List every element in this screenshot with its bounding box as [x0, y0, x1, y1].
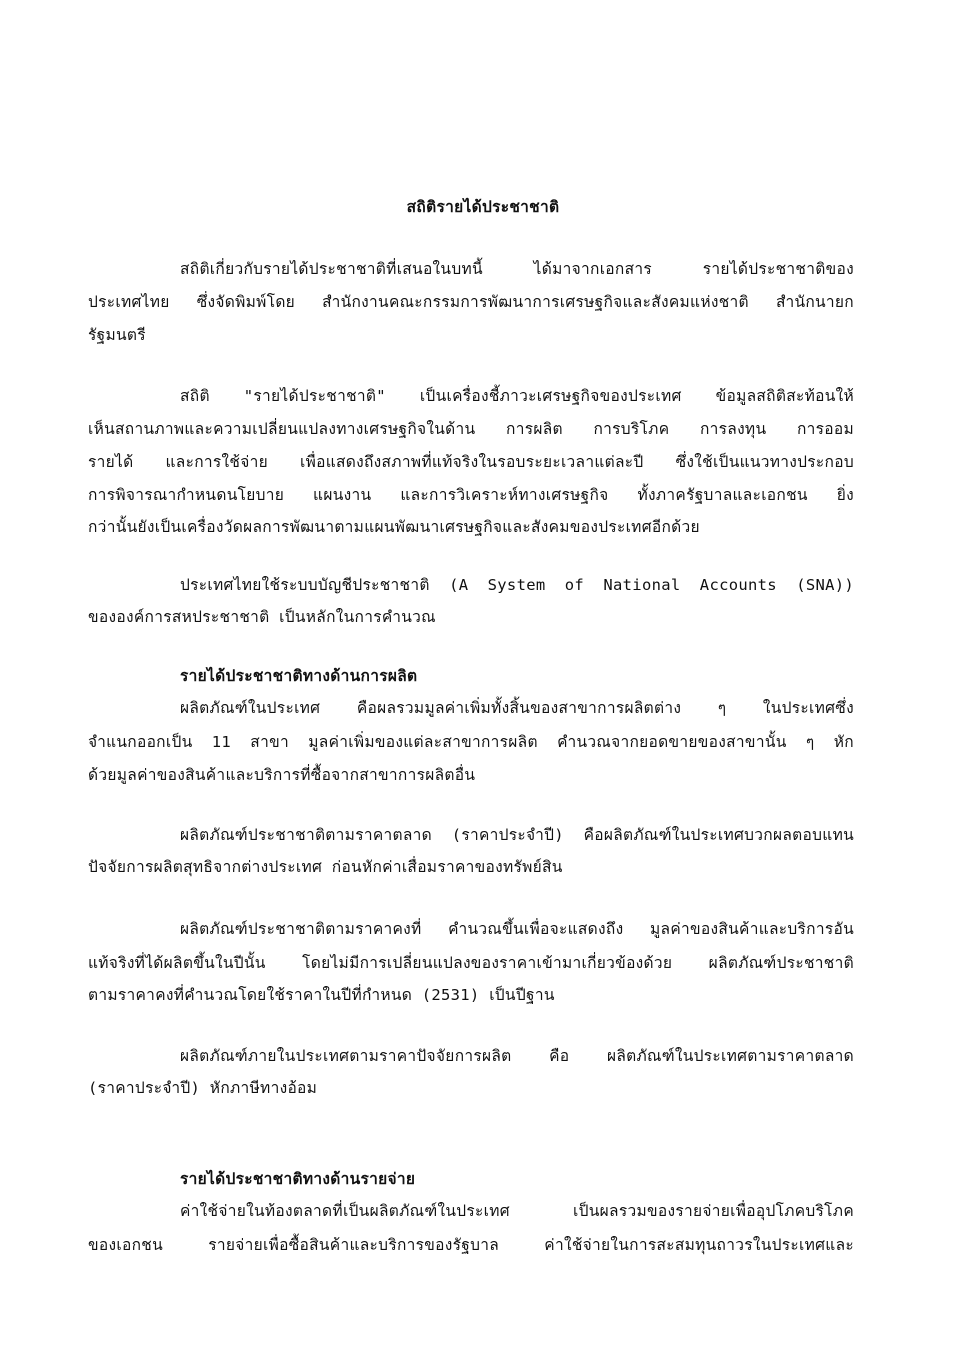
p2-line-1: สถิติ "รายได้ประชาชาติ" เป็นเครื่องชี้ภาวะเศรษฐกิจของประเทศ ข้อมูลสถิติสะท้อนให้	[180, 387, 854, 405]
p2-line-5: กว่านั้นยังเป็นเครื่องวัดผลการพัฒนาตามแผนพัฒนาเศรษฐกิจและสังคมของประเทศอีกด้วย	[88, 518, 700, 536]
p1-line-2: ประเทศไทย ซึ่งจัดพิมพ์โดย สำนักงานคณะกรรมการพัฒนาการเศรษฐกิจและสังคมแห่งชาติ สำนักนายก	[88, 293, 854, 311]
p7-line-2: (ราคาประจำปี) หักภาษีทางอ้อม	[88, 1079, 318, 1097]
p1-line-3: รัฐมนตรี	[88, 326, 146, 344]
p1-line-1: สถิติเกี่ยวกับรายได้ประชาชาติที่เสนอในบทนี้ ได้มาจากเอกสาร รายได้ประชาชาติของ	[180, 260, 854, 278]
p2-line-4: การพิจารณากำหนดนโยบาย แผนงาน และการวิเคราะห์ทางเศรษฐกิจ ทั้งภาครัฐบาลและเอกชน ยิ่ง	[88, 486, 854, 504]
p2-line-2: เห็นสถานภาพและความเปลี่ยนแปลงทางเศรษฐกิจในด้าน การผลิต การบริโภค การลงทุน การออม	[88, 420, 854, 438]
p5-line-2: ปัจจัยการผลิตสุทธิจากต่างประเทศ ก่อนหักค่าเสื่อมราคาของทรัพย์สิน	[88, 858, 563, 876]
p4-line-1: ผลิตภัณฑ์ในประเทศ คือผลรวมมูลค่าเพิ่มทั้งสิ้นของสาขาการผลิตต่าง ๆ ในประเทศซึ่ง	[180, 699, 854, 717]
p8-line-2: ของเอกชน รายจ่ายเพื่อซื้อสินค้าและบริการของรัฐบาล ค่าใช้จ่ายในการสะสมทุนถาวรในประเทศและ	[88, 1236, 854, 1254]
p6-line-3: ตามราคาคงที่คำนวณโดยใช้ราคาในปีที่กำหนด (2531) เป็นปีฐาน	[88, 986, 555, 1004]
section-heading-expenditure: รายได้ประชาชาติทางด้านรายจ่าย	[180, 1170, 416, 1188]
page-title: สถิติรายได้ประชาชาติ	[406, 198, 560, 216]
section-heading-production: รายได้ประชาชาติทางด้านการผลิต	[180, 667, 418, 685]
p2-line-3: รายได้ และการใช้จ่าย เพื่อแสดงถึงสภาพที่แท้จริงในรอบระยะเวลาแต่ละปี ซึ่งใช้เป็นแนวทางประกอบ	[88, 453, 854, 471]
p4-line-2: จำแนกออกเป็น 11 สาขา มูลค่าเพิ่มของแต่ละสาขาการผลิต คำนวณจากยอดขายของสาขานั้น ๆ หัก	[88, 733, 854, 751]
p3-line-2: ขององค์การสหประชาชาติ เป็นหลักในการคำนวณ	[88, 608, 436, 626]
p4-line-3: ด้วยมูลค่าของสินค้าและบริการที่ซื้อจากสาขาการผลิตอื่น	[88, 766, 476, 784]
p5-line-1: ผลิตภัณฑ์ประชาชาติตามราคาตลาด (ราคาประจำปี) คือผลิตภัณฑ์ในประเทศบวกผลตอบแทน	[180, 826, 854, 844]
p6-line-1: ผลิตภัณฑ์ประชาชาติตามราคาคงที่ คำนวณขึ้นเพื่อจะแสดงถึง มูลค่าของสินค้าและบริการอัน	[180, 920, 854, 938]
p6-line-2: แท้จริงที่ได้ผลิตขึ้นในปีนั้น โดยไม่มีการเปลี่ยนแปลงของราคาเข้ามาเกี่ยวข้องด้วย ผลิตภัณฑ์ประชาชาติ	[88, 954, 854, 972]
p3-line-1: ประเทศไทยใช้ระบบบัญชีประชาชาติ (A System of National Accounts (SNA))	[180, 576, 854, 594]
p7-line-1: ผลิตภัณฑ์ภายในประเทศตามราคาปัจจัยการผลิต คือ ผลิตภัณฑ์ในประเทศตามราคาตลาด	[180, 1047, 854, 1065]
p8-line-1: ค่าใช้จ่ายในท้องตลาดที่เป็นผลิตภัณฑ์ในประเทศ เป็นผลรวมของรายจ่ายเพื่ออุปโภคบริโภค	[180, 1202, 854, 1220]
